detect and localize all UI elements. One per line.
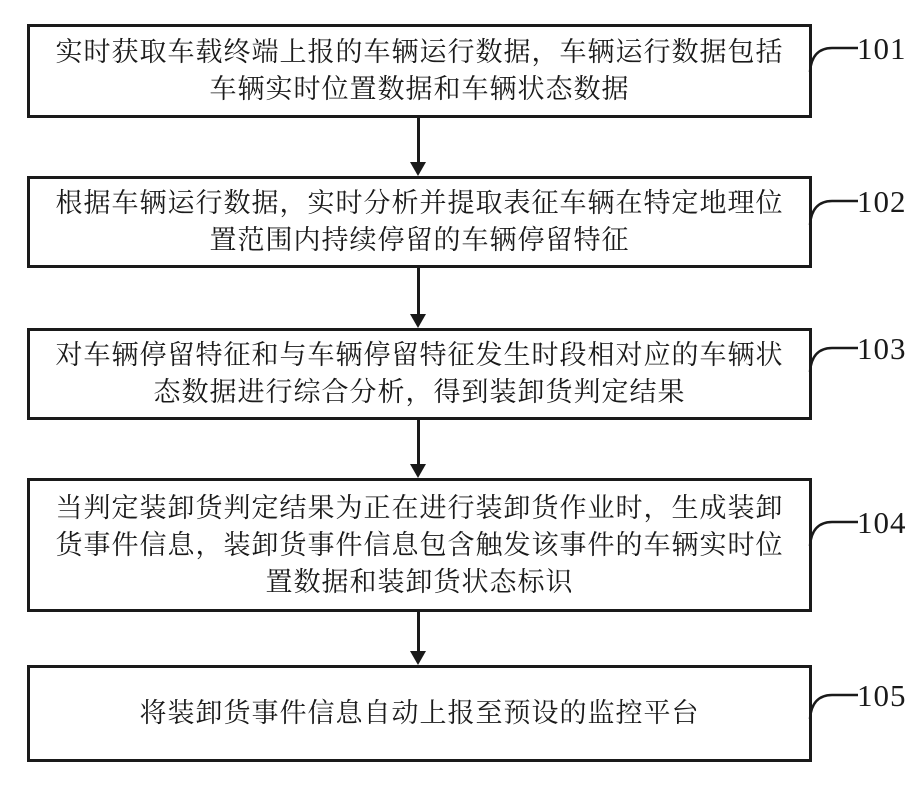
flow-step-box-101: [27, 24, 812, 118]
step-ref-number: 102: [857, 184, 907, 219]
step-ref-number: 104: [857, 505, 907, 540]
step-text-line: 置数据和装卸货状态标识: [265, 566, 574, 597]
leader-line-102: [808, 189, 858, 227]
step-text-line: 根据车辆运行数据，实时分析并提取表征车辆在特定地理位: [55, 188, 784, 218]
step-ref-number: 101: [857, 31, 907, 66]
arrow-head-icon: [410, 162, 426, 176]
flow-arrow-down: [404, 118, 434, 176]
arrow-head-icon: [410, 314, 426, 328]
arrow-head-icon: [410, 651, 426, 665]
leader-line-103: [808, 336, 858, 374]
flow-arrow-down: [404, 612, 434, 665]
flow-arrow-down: [404, 420, 434, 478]
flow-step-box-103: [27, 328, 812, 420]
arrow-head-icon: [410, 464, 426, 478]
flow-arrow-down: [404, 268, 434, 328]
step-text-line: 将装卸货事件信息自动上报至预设的监控平台: [139, 698, 700, 728]
leader-line-101: [808, 36, 858, 74]
step-text-line: 置范围内持续停留的车辆停留特征: [209, 225, 630, 255]
step-text-line: 车辆实时位置数据和车辆状态数据: [209, 74, 630, 104]
arrow-shaft: [417, 420, 420, 466]
arrow-shaft: [417, 118, 420, 164]
step-text-line: 实时获取车载终端上报的车辆运行数据，车辆运行数据包括: [55, 37, 784, 67]
step-text-line: 对车辆停留特征和与车辆停留特征发生时段相对应的车辆状: [55, 340, 784, 370]
leader-line-105: [808, 683, 858, 721]
flow-step-box-105: [27, 665, 812, 762]
step-ref-number: 103: [857, 331, 907, 366]
step-text-line: 当判定装卸货判定结果为正在进行装卸货作业时，生成装卸: [55, 492, 784, 523]
arrow-shaft: [417, 268, 420, 316]
step-ref-number: 105: [857, 678, 907, 713]
flow-step-box-102: [27, 176, 812, 268]
step-text-line: 态数据进行综合分析，得到装卸货判定结果: [153, 377, 686, 407]
flow-step-box-104: [27, 478, 812, 612]
step-text-line: 货事件信息，装卸货事件信息包含触发该事件的车辆实时位: [55, 529, 784, 560]
leader-line-104: [808, 510, 858, 548]
arrow-shaft: [417, 612, 420, 653]
